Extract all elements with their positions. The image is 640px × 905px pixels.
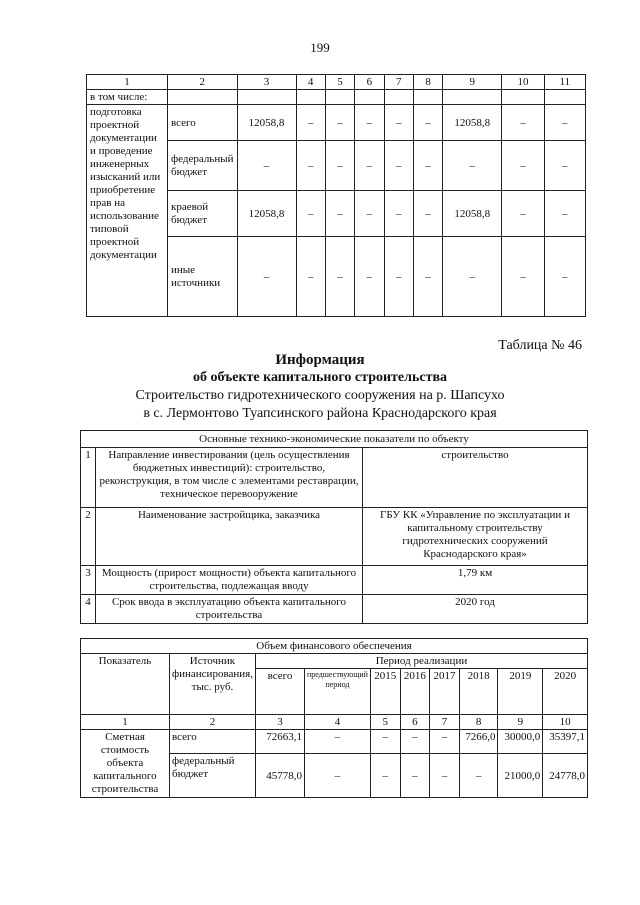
year-header: 2019 [498,669,543,715]
table-header: Объем финансового обеспечения [81,639,588,654]
value-cell: – [400,730,430,754]
value-cell: – [296,105,325,141]
year-header: 2018 [459,669,498,715]
value-cell: – [325,191,354,237]
value-cell: – [355,237,384,317]
value-cell: – [304,730,370,754]
column-number: 10 [502,75,544,90]
value-cell: 30000,0 [498,730,543,754]
value-cell: 24778,0 [543,754,588,798]
row-value: 1,79 км [363,566,588,595]
row-label: Направление инвестирования (цель осуществления бюджетных инвестиций): строительство, реконструкция, в том числе с элементами реставрации, техническое перевооружение [96,448,363,508]
column-number: 4 [296,75,325,90]
indicator-label: Сметная стоимость объекта капитального строительства [81,730,170,798]
period-header: Период реализации [255,654,587,669]
column-number: 1 [81,715,170,730]
table-row [81,730,588,754]
value-cell: – [370,730,400,754]
table-header-row [87,75,586,90]
value-cell: 21000,0 [498,754,543,798]
value-cell: – [459,754,498,798]
value-cell: – [443,141,502,191]
heading-line: в с. Лермонтово Туапсинского района Краснодарского края [143,406,497,421]
column-number: 1 [87,75,168,90]
table-number: Таблица № 46 [498,338,582,353]
column-number: 3 [237,75,296,90]
value-cell: – [355,105,384,141]
value-cell: 12058,8 [237,105,296,141]
source-header: Источник финансирования, тыс. руб. [170,654,256,715]
column-number: 5 [325,75,354,90]
value-cell: – [384,191,413,237]
row-number: 1 [81,448,96,508]
column-number: 8 [459,715,498,730]
value-cell: – [296,191,325,237]
heading-line: об объекте капитального строительства [192,370,448,385]
heading-line: Строительство гидротехнического сооружения на р. Шапсухо [135,388,505,403]
value-cell: – [370,754,400,798]
column-number: 4 [304,715,370,730]
value-cell: – [296,141,325,191]
subheading-cell: в том числе: [87,90,168,105]
indicators-table [80,430,588,624]
value-cell: – [413,191,442,237]
item-label: подготовка проектной документации и проведение инженерных изысканий или приобретение прав на использование типовой проектной документации [87,105,168,317]
value-cell: 12058,8 [237,191,296,237]
value-cell: – [430,754,460,798]
value-cell: – [384,105,413,141]
funding-sources-table [86,74,586,317]
source-label: иные источники [168,237,238,317]
source-label: всего [170,730,256,754]
column-number: 10 [543,715,588,730]
row-number: 3 [81,566,96,595]
column-number: 3 [255,715,304,730]
table-row [81,595,588,624]
value-cell: – [502,141,544,191]
row-value: 2020 год [363,595,588,624]
value-cell: – [430,730,460,754]
column-number: 7 [384,75,413,90]
value-cell: – [384,141,413,191]
column-number: 9 [498,715,543,730]
year-header: 2020 [543,669,588,715]
column-number: 8 [413,75,442,90]
value-cell: – [296,237,325,317]
value-cell: – [304,754,370,798]
row-value: строительство [363,448,588,508]
page-number: 199 [310,40,330,55]
column-number: 2 [170,715,256,730]
column-number: 6 [400,715,430,730]
year-header: 2017 [430,669,460,715]
table-row [81,448,588,508]
value-cell: 7266,0 [459,730,498,754]
value-cell: – [443,237,502,317]
value-cell: – [502,237,544,317]
value-cell: – [325,105,354,141]
column-numbers-row [81,715,588,730]
value-cell: 35397,1 [543,730,588,754]
value-cell: – [544,141,585,191]
year-header: 2015 [370,669,400,715]
row-label: Мощность (прирост мощности) объекта капитального строительства, подлежащая вводу [96,566,363,595]
source-label: федеральный бюджет [168,141,238,191]
row-value: ГБУ КК «Управление по эксплуатации и капитальному строительству гидротехнических сооружений Краснодарского края» [363,508,588,566]
value-cell: – [544,237,585,317]
value-cell: 12058,8 [443,191,502,237]
heading-line: Информация [275,352,365,368]
value-cell: – [355,141,384,191]
value-cell: – [502,191,544,237]
value-cell: 45778,0 [255,754,304,798]
table-row [87,105,586,141]
row-number: 2 [81,508,96,566]
column-number: 5 [370,715,400,730]
value-cell: 72663,1 [255,730,304,754]
row-label: Срок ввода в эксплуатацию объекта капитального строительства [96,595,363,624]
value-cell: – [400,754,430,798]
value-cell: 12058,8 [443,105,502,141]
value-cell: – [544,105,585,141]
source-label: краевой бюджет [168,191,238,237]
value-cell: – [502,105,544,141]
value-cell: – [237,141,296,191]
year-header: 2016 [400,669,430,715]
value-cell: – [325,141,354,191]
column-number: 11 [544,75,585,90]
financing-table [80,638,588,798]
value-cell: – [544,191,585,237]
value-cell: – [355,191,384,237]
column-number: 6 [355,75,384,90]
previous-period-header: предшествующий период [304,669,370,715]
value-cell: – [325,237,354,317]
value-cell: – [384,237,413,317]
column-number: 7 [430,715,460,730]
row-number: 4 [81,595,96,624]
total-header: всего [255,669,304,715]
source-label: федеральный бюджет [170,754,256,798]
indicator-header: Показатель [81,654,170,715]
column-number: 2 [168,75,238,90]
table-header: Основные технико-экономические показатели по объекту [81,431,588,448]
value-cell: – [237,237,296,317]
row-label: Наименование застройщика, заказчика [96,508,363,566]
value-cell: – [413,105,442,141]
column-number: 9 [443,75,502,90]
source-label: всего [168,105,238,141]
value-cell: – [413,141,442,191]
value-cell: – [413,237,442,317]
table-row [81,566,588,595]
table-row [81,508,588,566]
